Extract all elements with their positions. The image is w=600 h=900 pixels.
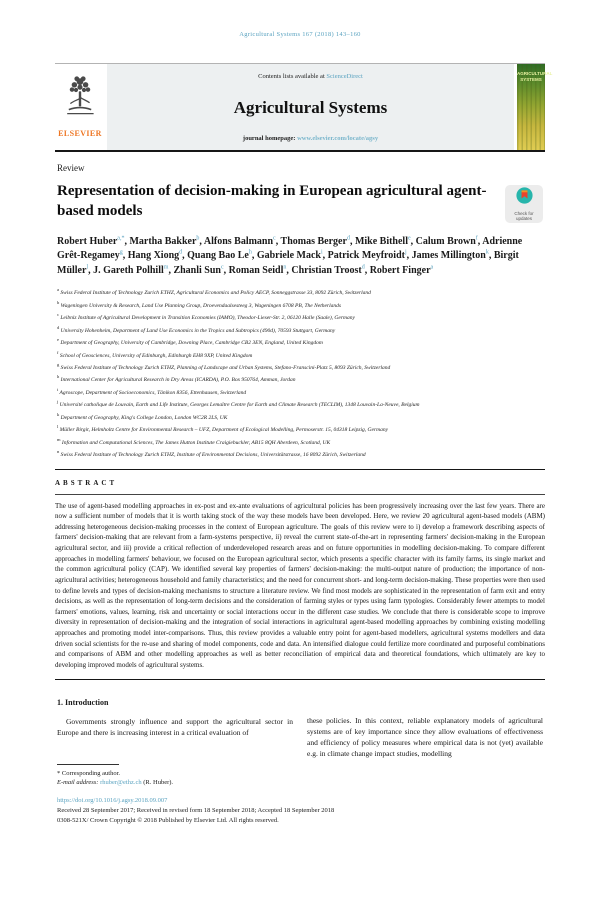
author: Calum Brown$^f$, bbox=[415, 236, 483, 248]
article-type-label: Review bbox=[57, 163, 85, 173]
affiliation: $^d$ University Hohenheim, Department of Land Use Economics in the Tropics and Subtropics (490d), 70593 Stuttgart, Germany bbox=[57, 324, 336, 334]
check-for-updates-badge[interactable] bbox=[505, 185, 543, 223]
email-label: E-mail address: bbox=[57, 779, 101, 787]
affiliation: $^i$ Agroscope, Department of Socioeconomics, Tänikon 8356, Ettenhausen, Switzerland bbox=[57, 386, 247, 396]
author: Martha Bakker$^b$, bbox=[129, 236, 204, 248]
author: James Millington$^k$, bbox=[411, 250, 494, 262]
affiliation: $^a$ Swiss Federal Institute of Technology Zurich ETHZ, Agricultural Economics and Policy AECP, Sonneggstrasse 33, 8092 Zürich, Switzerland bbox=[57, 287, 371, 297]
page-title: Representation of decision-making in European agricultural agent-based models bbox=[57, 183, 487, 220]
doi-link[interactable]: https://doi.org/10.1016/j.agsy.2018.09.007 bbox=[57, 796, 168, 804]
author: Patrick Meyfroidt$^j$, bbox=[327, 250, 412, 262]
section-heading-introduction: 1. Introduction bbox=[57, 697, 109, 707]
author: Robert Finger$^a$ bbox=[369, 264, 434, 276]
banner-center bbox=[107, 64, 514, 150]
abstract-section bbox=[55, 469, 545, 680]
body-columns bbox=[57, 698, 543, 788]
author: Thomas Berger$^d$, bbox=[280, 236, 355, 248]
copyright-line: 0308-521X/ Crown Copyright © 2018 Published by Elsevier Ltd. All rights reserved. bbox=[57, 816, 279, 824]
email-link[interactable]: rhuber@ethz.ch bbox=[100, 779, 142, 787]
contents-line bbox=[111, 73, 510, 80]
author: J. Gareth Polhill$^m$, bbox=[93, 264, 174, 276]
received-dates-line: Received 28 September 2017; Received in revised form 18 September 2018; Accepted 18 September 2018 bbox=[57, 806, 335, 814]
affiliation: $^f$ School of Geosciences, University of Edinburgh, Edinburgh EH8 9XP, United Kingdom bbox=[57, 349, 253, 359]
author: Mike Bithell$^e$, bbox=[354, 236, 416, 248]
contents-prefix: Contents lists available at bbox=[258, 73, 327, 80]
homepage-line bbox=[111, 135, 510, 142]
intro-paragraph-left: Governments strongly influence and support the agricultural sector in Europe and there is increasing interest in a critical evaluation of bbox=[57, 716, 293, 737]
author: Birgit Müller$^l$, bbox=[57, 250, 519, 276]
affiliation: $^j$ Université catholique de Louvain, Earth and Life Institute, Georges Lemaître Centre for Earth and Climate Research (TECLIM), 1348 Louvain-La-Neuve, Belgium bbox=[57, 399, 420, 409]
corresponding-author-footnote bbox=[57, 769, 293, 788]
journal-cover-thumbnail bbox=[517, 64, 553, 150]
author: Roman Seidl$^n$, bbox=[228, 264, 292, 276]
left-column bbox=[57, 698, 293, 788]
journal-title: Agricultural Systems bbox=[233, 97, 388, 117]
email-suffix: (R. Huber). bbox=[141, 779, 174, 787]
elsevier-logo bbox=[55, 64, 105, 150]
homepage-prefix: journal homepage: bbox=[242, 135, 298, 142]
abstract-bottom-rule bbox=[55, 679, 545, 680]
article-info-footer bbox=[57, 796, 543, 826]
affiliation: $^n$ Swiss Federal Institute of Technology Zurich ETHZ, Institute of Environmental Decisions, Universitätstrasse, 16 8092 Zürich, Switzerland bbox=[57, 449, 366, 458]
affiliation: $^g$ Swiss Federal Institute of Technology Zurich ETHZ, Planning of Landscape and Urban Systems, Stefano-Franscini-Platz 5, 8093 Zürich, Switzerland bbox=[57, 362, 391, 371]
author: Quang Bao Le$^h$, bbox=[187, 250, 257, 262]
affiliation: $^k$ Department of Geography, King's College London, London WC2R 2LS, UK bbox=[57, 411, 228, 421]
author: Zhanli Sun$^c$, bbox=[173, 264, 229, 276]
check-badge-label: Check for updates bbox=[514, 210, 534, 221]
affiliation-list bbox=[57, 286, 543, 460]
author: Adrienne Grêt-Regamey$^g$, bbox=[57, 236, 523, 262]
crossmark-icon bbox=[516, 187, 533, 209]
abstract-text: The use of agent-based modelling approaches in ex-post and ex-ante evaluations of agricultural policies has been progressively increasing over the last few years. There are now a sufficient number of models that it is worth taking stock of the way these models have been developed. Here, we review 20 agricultural agent-based models (ABM) addressing heterogeneous decision-making processes in the context of European agriculture. The goals of this review were to i) develop a framework describing aspects of farmers' decision-making that are relevant from a farm-systems perspective, ii) reveal the current state-of-the-art in representing farmers' decision-making in the European agricultural sector, and iii) provide a critical reflection of underdeveloped research areas and on future opportunities in modelling decision-making. To compare different approaches in modelling farmers' behaviour, we focused on the European agricultural sector, which presents a specific character with its family farms, its single market and the common agricultural policy (CAP). We identified several key properties of farmers' decision-making: the multi-output nature of production; the importance of non-agricultural activities; heterogeneous household and family characteristics; and the need for concurrent short- and long-term decision-making. These properties were then used to define levels and types of decision-making mechanisms to structure a literature review. We find most models are sophisticated in the representation of farm exit and entry decisions, as well as the representation of long-term decisions and the consideration of farming styles or types using farm typologies. Considerably fewer attempts to model farmers' emotions, values, learning, risk and uncertainty or social interactions occur in the different case studies. We conclude that there is considerable scope to improve diversity in representation of decision-making and the integration of social interactions in agricultural agent-based modelling approaches by combining existing modelling approaches and promoting model inter-comparisons. Thus, this review provides a valuable entry point for agent-based modellers, agricultural systems modellers and data driven social scientists for the re-use and sharing of model components, code and data. An intensified dialogue could fertilize more coordinated and purposeful combinations and comparisons of ABM and other modelling approaches as well as better reconciliation of empirical data and theoretical foundations, which ultimately are key to developing improved models of agricultural systems. bbox=[55, 501, 545, 669]
author: Hang Xiong$^d$, bbox=[127, 250, 188, 262]
right-column bbox=[307, 698, 543, 788]
title-row bbox=[57, 181, 543, 223]
author: Gabriele Mack$^i$, bbox=[256, 250, 328, 262]
affiliation: $^h$ International Center for Agricultural Research in Dry Areas (ICARDA), P.O. Box 950764, Amman, Jordan bbox=[57, 374, 296, 384]
abstract-heading: ABSTRACT bbox=[55, 478, 118, 487]
abstract-heading-rule bbox=[55, 494, 545, 495]
author: Robert Huber$^{a,*}$, bbox=[57, 236, 130, 248]
abstract-top-rule bbox=[55, 469, 545, 470]
email-line bbox=[57, 778, 293, 787]
author: Alfons Balmann$^c$, bbox=[203, 236, 281, 248]
corresponding-author-line: * Corresponding author. bbox=[57, 770, 121, 777]
affiliation: $^b$ Wageningen University & Research, Land Use Planning Group, Droevendaalsesteeg 3, Wageningen 6708 PB, The Netherlands bbox=[57, 299, 341, 309]
author-list bbox=[57, 235, 543, 277]
journal-cover-title: AGRICULTURAL SYSTEMS bbox=[517, 71, 553, 82]
journal-citation: Agricultural Systems 167 (2018) 143–160 bbox=[239, 31, 361, 38]
footnote-rule bbox=[57, 764, 119, 765]
intro-paragraph-right: these policies. In this context, reliable explanatory models of agricultural systems are of key importance since they allow evaluations of effectiveness and efficiency of policy measures where empirical data is not (yet) available e.g. in climate change impact studies, modelling bbox=[307, 715, 543, 759]
elsevier-tree-icon bbox=[64, 70, 96, 127]
author: Christian Troost$^d$, bbox=[291, 264, 370, 276]
elsevier-logo-text: ELSEVIER bbox=[58, 129, 102, 138]
journal-banner bbox=[55, 63, 553, 150]
affiliation: $^e$ Department of Geography, University of Cambridge, Downing Place, Cambridge CB2 3EN, England, United Kingdom bbox=[57, 337, 323, 346]
journal-homepage-link[interactable]: www.elsevier.com/locate/agsy bbox=[297, 135, 379, 142]
affiliation: $^c$ Leibniz Institute of Agricultural Development in Transition Economies (IAMO), Theodor-Lieser-Str. 2, 06120 Halle (Saale), Germany bbox=[57, 312, 355, 322]
affiliation: $^l$ Müller Birgit, Helmholtz Centre for Environmental Research – UFZ, Department of Ecological Modelling, Permoserstr. 15, 04318 Leipzig, Germany bbox=[57, 424, 389, 434]
affiliation: $^m$ Information and Computational Sciences, The James Hutton Institute Craigiebuckler, AB15 8QH Aberdeen, Scotland, UK bbox=[57, 436, 331, 446]
banner-rule bbox=[55, 150, 545, 152]
sciencedirect-link[interactable]: ScienceDirect bbox=[326, 73, 363, 80]
